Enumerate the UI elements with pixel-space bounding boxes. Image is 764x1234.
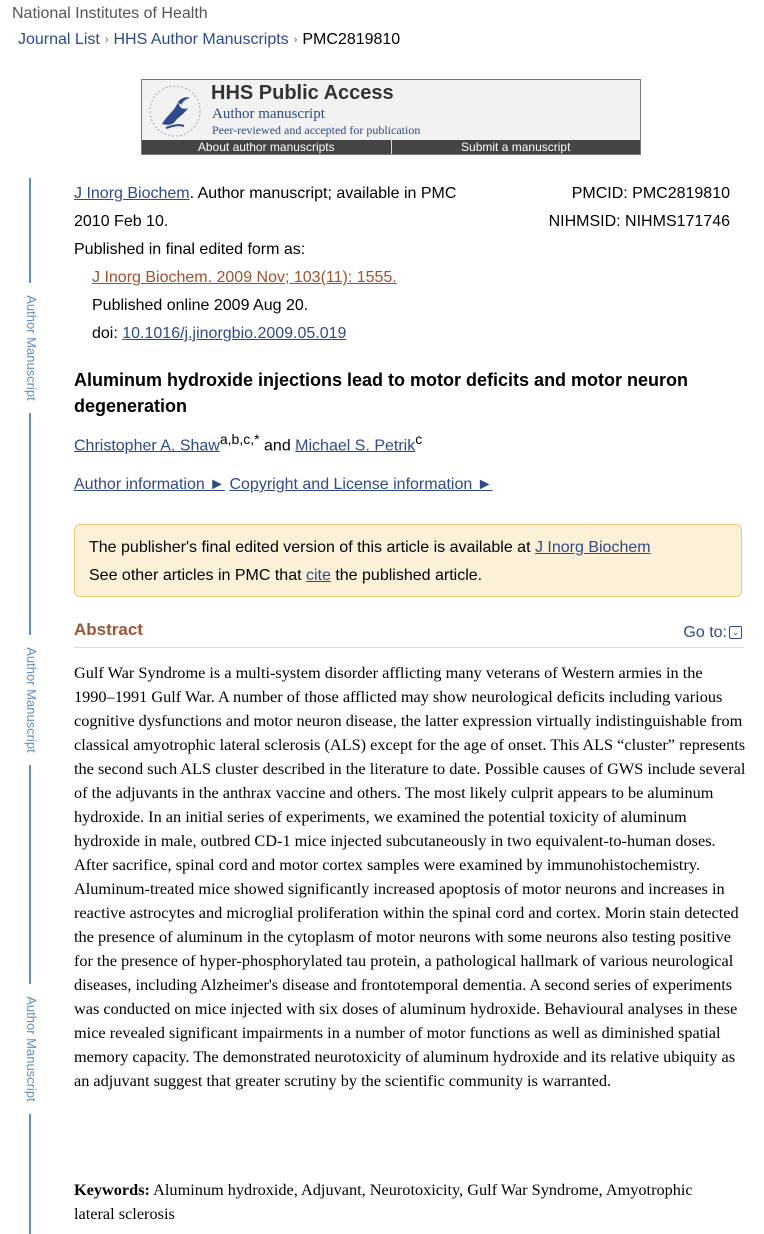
section-divider [74,647,744,648]
hhs-eagle-logo [148,84,202,138]
notice-line-2 [89,562,727,590]
breadcrumb-separator: › [104,34,109,46]
availability-text: . Author manuscript; available in PMC [189,185,457,202]
notice-journal-link[interactable]: J Inorg Biochem [534,539,651,556]
author-link-shaw[interactable]: Christopher A. Shaw [74,437,220,455]
pmcid: PMCID: PMC2819810 [571,185,730,202]
author-affiliation-sup: a,b,c,* [219,431,260,447]
submit-manuscript-link[interactable]: Submit a manuscript [391,140,641,154]
breadcrumb-current: PMC2819810 [302,31,401,48]
hhs-public-access-banner [141,79,641,155]
notice-line-1 [89,534,727,562]
author-information-toggle[interactable]: Author information ► [74,476,226,493]
banner-peer-reviewed: Peer-reviewed and accepted for publication [212,123,421,137]
publisher-notice [74,524,742,597]
breadcrumb [18,30,400,51]
notice-text: The publisher's final edited version of this article is available at [89,539,535,556]
article-title: Aluminum hydroxide injections lead to motor deficits and motor neuron degeneration [74,370,689,416]
author-link-petrik[interactable]: Michael S. Petrik [295,437,416,455]
published-online: Published online 2009 Aug 20. [92,297,309,314]
availability-date: 2010 Feb 10. [74,213,169,230]
author-list [74,428,422,457]
copyright-license-toggle[interactable]: Copyright and License information ► [229,476,493,493]
author-manuscript-side-label: Author Manuscript [23,984,39,1114]
about-author-manuscripts-link[interactable]: About author manuscripts [197,140,335,154]
chevron-down-icon: ⌄ [729,626,742,639]
keywords-label: Keywords: [74,1180,150,1199]
banner-nav [142,140,640,154]
nihmsid: NIHMSID: NIHMS171746 [548,213,730,230]
cite-link[interactable]: cite [305,567,331,584]
article-info-links [74,474,493,496]
breadcrumb-journal-list[interactable]: Journal List [18,31,100,48]
published-final-label: Published in final edited form as: [74,241,306,258]
keywords [74,1178,714,1226]
abstract-heading: Abstract [74,620,143,639]
nih-name: National Institutes of Health [12,5,208,22]
journal-link[interactable]: J Inorg Biochem [74,185,190,202]
final-ref-row [74,264,514,292]
notice-text: the published article. [330,567,483,584]
final-ref-link[interactable]: J Inorg Biochem. 2009 Nov; 103(11): 1555. [92,269,397,286]
doi-row [74,320,514,348]
doi-link[interactable]: 10.1016/j.jinorgbio.2009.05.019 [122,325,347,342]
doi-label: doi: [92,325,123,342]
citation-line [74,180,514,208]
keywords-list: Aluminum hydroxide, Adjuvant, Neurotoxicity, Gulf War Syndrome, Amyotrophic lateral sclerosis [74,1180,693,1223]
author-manuscript-side-label: Author Manuscript [23,283,39,413]
author-affiliation-sup: c [415,431,423,447]
citation-left [74,180,514,348]
notice-text: See other articles in PMC that [89,567,306,584]
banner-title: HHS Public Access [211,82,394,104]
banner-subtitle: Author manuscript [212,106,325,122]
banner-header [142,80,640,139]
breadcrumb-hhs-author-manuscripts[interactable]: HHS Author Manuscripts [113,31,289,48]
citation-ids [549,180,730,236]
goto-label: Go to: [683,624,727,641]
author-conjunction: and [264,437,291,455]
goto-menu[interactable] [683,624,742,642]
author-manuscript-side-label: Author Manuscript [23,635,39,765]
breadcrumb-separator: › [293,34,298,46]
abstract-text: Gulf War Syndrome is a multi-system disorder afflicting many veterans of Western armies in the 1990–1991 Gulf War. A number of those afflicted may show neurological deficits including various cognitive dysfunctions and motor neuron disease, the latter expression virtually indistinguishable from classical amyotrophic lateral sclerosis (ALS) except for the age of onset. This ALS “cluster” represents the second such ALS cluster described in the literature to date. Possible causes of GWS include several of the adjuvants in the anthrax vaccine and others. The most likely culprit appears to be aluminum hydroxide. In an initial series of experiments, we examined the potential toxicity of aluminum hydroxide in male, outbred CD-1 mice injected subcutaneously in two equivalent-to-human doses. After sacrifice, spinal cord and motor cortex samples were examined by immunohistochemistry. Aluminum-treated mice showed significantly increased apoptosis of motor neurons and increases in reactive astrocytes and microglial proliferation within the spinal cord and cortex. Morin stain detected the presence of aluminum in the cytoplasm of motor neurons with some neurons also testing positive for the presence of hyper-phosphorylated tau protein, a pathological hallmark of various neurological diseases, including Alzheimer's disease and frontotemporal dementia. A second series of experiments was conducted on mice injected with six doses of aluminum hydroxide. Behavioural analyses in these mice revealed significant impairments in a number of motor functions as well as diminished spatial memory capacity. The demonstrated neurotoxicity of aluminum hydroxide and its relative ubiquity as an adjuvant suggest that greater scrutiny by the scientific community is warranted. [74,663,746,1090]
